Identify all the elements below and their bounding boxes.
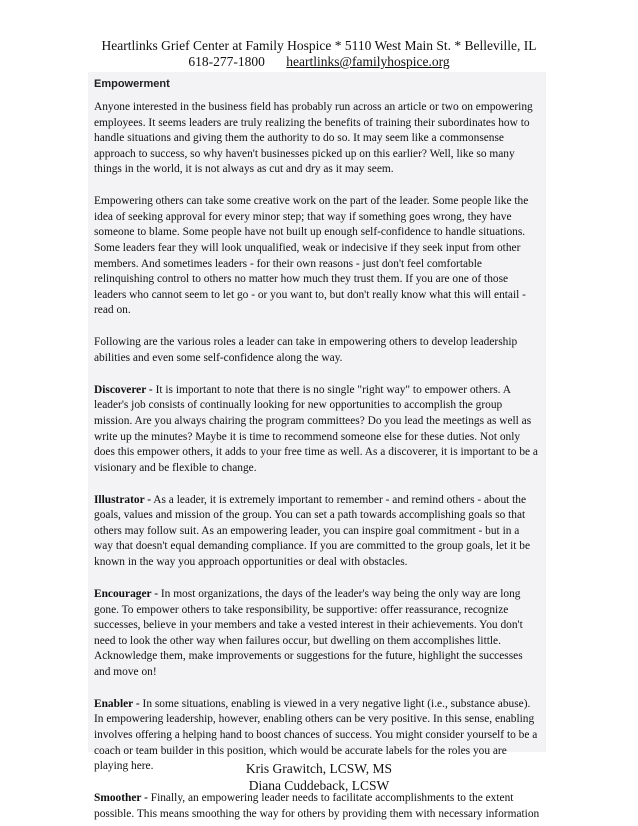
author-name: Kris Grawitch, LCSW, MS bbox=[245, 761, 393, 776]
role-text: Finally, an empowering leader needs to facilitate accomplishments to the extent possible. This means smoothing the way for others by providing them with necessary information bbox=[94, 792, 540, 820]
role-term: Smoother - bbox=[94, 792, 148, 805]
article-title: Empowerment bbox=[94, 78, 170, 90]
intro-paragraph: Anyone interested in the business field has probably run across an article or two on empowering employees. It seems leaders are truly realizing the benefits of training their subordinates how to handle situations and giving them the authority to do so. It may seem like a commonsense approach to success, so why haven't businesses picked up on this earlier? Well, like so many things in the world, it is not always as cut and dry as it may seem. bbox=[94, 101, 533, 176]
intro-paragraph: Following are the various roles a leader can take in empowering others to develop leadership abilities and even some self-confidence along the way. bbox=[94, 336, 518, 364]
intro-paragraph: Empowering others can take some creative work on the part of the leader. Some people like the idea of seeking approval for every minor step; that way if something goes wrong, they have someone to blame. Some people have not built up enough self-confidence to handle situations. Some leaders fear they will look unqualified, weak or indecisive if they seek input from other members. And sometimes leaders - for their own reasons - just don't feel comfortable relinquishing control to others no matter how much they trust them. If you are one of those leaders who cannot seem to let go - or you want to, but don't really know what this will entail - read on. bbox=[94, 195, 529, 317]
letterhead-address: Heartlinks Grief Center at Family Hospice * 5110 West Main St. * Belleville, IL bbox=[101, 38, 537, 53]
email-link[interactable]: heartlinks@familyhospice.org bbox=[286, 54, 450, 69]
role-paragraph-encourager bbox=[94, 587, 540, 681]
article-body bbox=[88, 72, 546, 822]
role-term: Enabler - bbox=[94, 697, 140, 710]
role-term: Discoverer - bbox=[94, 383, 153, 396]
role-paragraph-discoverer bbox=[94, 383, 540, 477]
role-paragraph-smoother bbox=[94, 791, 540, 822]
role-text: In some situations, enabling is viewed in a very negative light (i.e., substance abuse). In empowering leadership, however, enabling others can be very positive. In this sense, enabling involves offering a helping hand to boost chances of success. You might consider yourself to be a coach or team builder in this position, which would be accurate labels for the roles you are playing here. bbox=[94, 697, 538, 773]
letterhead-contact bbox=[0, 54, 638, 70]
author-name: Diana Cuddeback, LCSW bbox=[248, 778, 390, 793]
author-signature bbox=[0, 760, 638, 794]
role-text: As a leader, it is extremely important to remember - and remind others - about the goals, values and mission of the group. You can set a path towards accomplishing goals so that others may follow suit. As an empowering leader, you can inspire goal commitment - but in a way that doesn't equal demanding compliance. If you are committed to the group goals, let it be known in the way you approach opportunities or deal with obstacles. bbox=[94, 493, 531, 569]
role-paragraph-illustrator bbox=[94, 493, 540, 571]
phone-number: 618-277-1800 bbox=[188, 54, 265, 69]
role-text: In most organizations, the days of the leader's way being the only way are long gone. To empower others to take responsibility, be supportive: offer reassurance, recognize successes, believe in your members and take a vested interest in their achievements. You don't need to look the other way when failures occur, but dwelling on them accomplishes little. Acknowledge them, make improvements or suggestions for the future, highlight the successes and move on! bbox=[94, 587, 523, 678]
letterhead bbox=[0, 38, 638, 70]
role-term: Encourager - bbox=[94, 587, 159, 600]
role-text: It is important to note that there is no single "right way" to empower others. A leader's job consists of continually looking for new opportunities to accomplish the group mission. Are you always chairing the program committees? Do you lead the meetings as well as write up the minutes? Maybe it is time to recommend someone else for these duties. Not only does this empower others, it adds to your free time as well. As a discoverer, it is important to be a visionary and be flexible to change. bbox=[94, 383, 538, 474]
role-term: Illustrator - bbox=[94, 493, 152, 506]
